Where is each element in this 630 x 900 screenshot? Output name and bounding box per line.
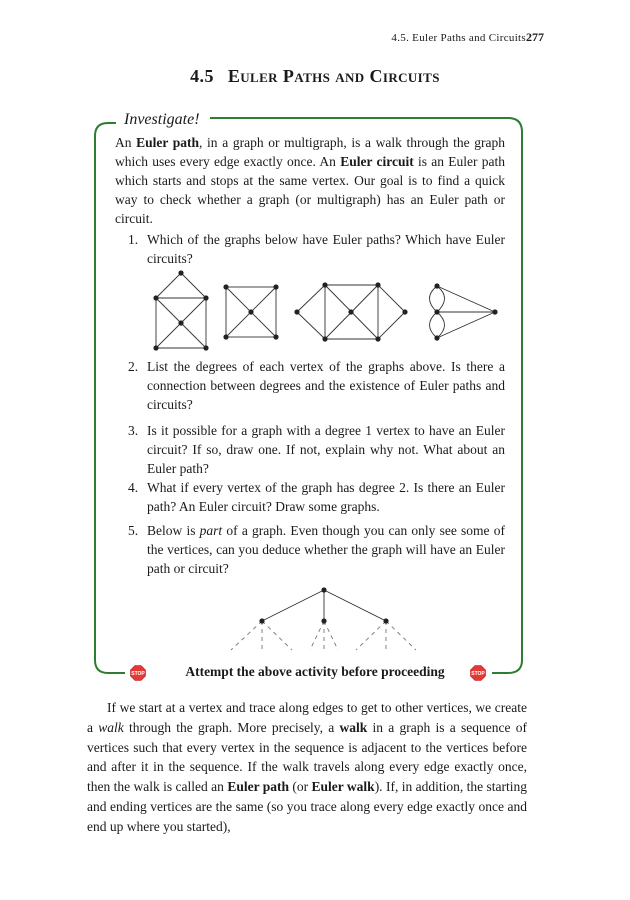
term-euler-path-body: Euler path	[227, 779, 289, 795]
svg-text:STOP: STOP	[131, 671, 145, 677]
investigate-label: Investigate!	[120, 111, 204, 129]
question-4: 4. What if every vertex of the graph has degree 2. Is there an Euler path? An Euler circuit? Draw some graphs.	[128, 480, 505, 514]
term-euler-circuit: Euler circuit	[340, 154, 414, 169]
section-heading: Euler Paths and Circuits	[227, 66, 440, 86]
running-head: 4.5. Euler Paths and Circuits	[391, 32, 526, 44]
svg-text:STOP: STOP	[471, 671, 485, 677]
question-2: 2. List the degrees of each vertex of the graphs above. Is there a connection between degrees and the existence of Euler paths and circuits?	[128, 359, 505, 412]
term-walk: walk	[339, 719, 368, 735]
question-1: 1. Which of the graphs below have Euler paths? Which have Euler circuits?	[128, 232, 505, 266]
term-walk-italic: walk	[98, 719, 124, 735]
section-number: 4.5	[190, 66, 214, 86]
stop-icon	[470, 665, 486, 681]
page-number: 277	[526, 30, 544, 44]
question-3: 3. Is it possible for a graph with a degree 1 vertex to have an Euler circuit? If so, draw one. If not, explain why not. What about an Euler path?	[128, 423, 505, 476]
term-euler-path: Euler path	[136, 135, 200, 150]
investigate-intro: An Euler path, in a graph or multigraph, is a walk through the graph which uses every edge exactly once. An Euler circuit is an Euler path which starts and stops at the same vertex. Our goal is to find a quick way to check whether a graph (or multigraph) has an Euler path or circuit.	[115, 135, 505, 226]
term-part: part	[199, 523, 223, 538]
question-5: 5. Below is part of a graph. Even though you can only see some of the vertices, can you deduce whether the graph will have an Euler path or circuit?	[128, 523, 505, 576]
body-paragraph: If we start at a vertex and trace along edges to get to other vertices, we create a walk through the graph. More precisely, a walk in a graph is a sequence of vertices such that every vertex in the sequence is adjacent to the vertices before and after it in the sequence. If the walk travels along every edge exactly once, then the walk is called an Euler path (or Euler walk). If, in addition, the starting and ending vertices are the same (so you trace along every edge exactly once and end up where you started),	[87, 700, 528, 834]
stop-message: Attempt the above activity before proceeding	[185, 664, 445, 679]
term-euler-walk: Euler walk	[311, 779, 375, 795]
